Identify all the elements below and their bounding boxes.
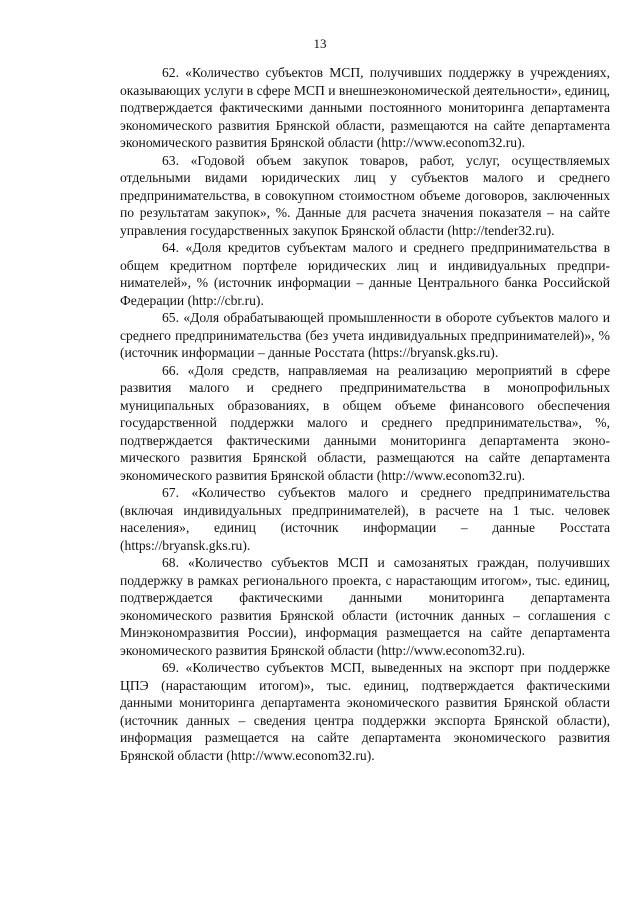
paragraph-67: 67. «Количество субъектов малого и среднего предпринимательства (включая индивидуальных предпринимателей), в расчете на 1 тыс. человек населения», единиц (источник информации – данные Росстата (https://bryansk.gks.ru).	[120, 485, 610, 553]
paragraph-65: 65. «Доля обрабатывающей промышленности в обороте субъектов малого и среднего предпринимательства (без учета индивидуальных предпринимателей)», % (источник информации – данные Росстата (https://bryansk.gks.ru).	[120, 310, 610, 360]
paragraph-62: 62. «Количество субъектов МСП, получивших поддержку в учреждениях, оказывающих услуги в сфере МСП и внешнеэкономической деятельности», единиц, подтверждается фактическими данными постоянного мониторинга департамента экономического развития Брянской области, размещаются на сайте департамента экономического развития Брянской области (http://www.econom32.ru).	[120, 65, 610, 150]
paragraph-66: 66. «Доля средств, направляемая на реализацию мероприятий в сфере развития малого и среднего предпринимательства в монопрофильных муниципальных образованиях, в общем объеме финансового обеспечения государственной поддержки малого и среднего предпринимательства», %, подтверждается фактическими данными мониторинга департамента экономического развития Брянской области, размещаются на сайте департамента экономического развития Брянской области (http://www.econom32.ru).	[120, 362, 610, 483]
document-body	[120, 64, 610, 764]
paragraph-63: 63. «Годовой объем закупок товаров, работ, услуг, осуществляемых отдельными видами юридических лиц у субъектов малого и среднего предпринимательства, в совокупном стоимостном объеме договоров, заключенных по результатам закупок», %. Данные для расчета значения показателя – на сайте управления государственных закупок Брянской области (http://tender32.ru).	[120, 152, 610, 238]
paragraph-69: 69. «Количество субъектов МСП, выведенных на экспорт при поддержке ЦПЭ (нарастающим итогом)», тыс. единиц, подтверждается фактическими данными мониторинга департамента экономического развития Брянской области (источник данных – сведения центра поддержки экспорта Брянской области), информация размещается на сайте департамента экономического развития Брянской области (http://www.econom32.ru).	[120, 660, 610, 763]
paragraph-68: 68. «Количество субъектов МСП и самозанятых граждан, получивших поддержку в рамках регионального проекта, с нарастающим итогом», тыс. единиц, подтверждается фактическими данными мониторинга департамента экономического развития Брянской области (источник данных – соглашения с Минэкономразвития России), информация размещается на сайте департамента экономического развития Брянской области (http://www.econom32.ru).	[120, 555, 610, 658]
page-number: 13	[313, 36, 327, 51]
paragraph-64: 64. «Доля кредитов субъектам малого и среднего предпринимательства в общем кредитном портфеле юридических лиц и индивидуальных предпринимателей», % (источник информации – данные Центрального банка Российской Федерации (http://cbr.ru).	[120, 240, 610, 308]
